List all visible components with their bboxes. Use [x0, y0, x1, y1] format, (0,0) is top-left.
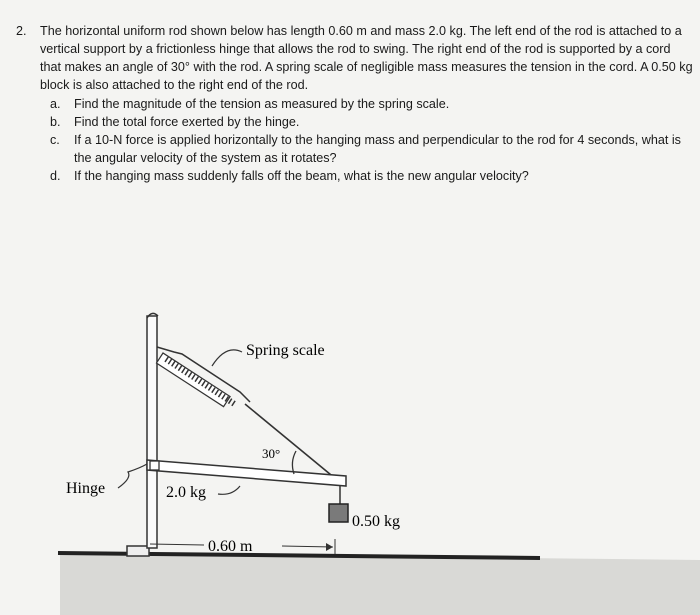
- angle-label: 30°: [262, 446, 281, 461]
- hinge-label: Hinge: [66, 480, 106, 497]
- block-mass-label: 0.50 kg: [352, 513, 400, 530]
- ground: [60, 553, 700, 615]
- rod: [147, 460, 346, 486]
- part-label: c.: [50, 133, 60, 147]
- part-label: d.: [50, 169, 61, 183]
- problem-statement: The horizontal uniform rod shown below has length 0.60 m and mass 2.0 kg. The left end of the rod is attached to a vertical support by a frictionless hinge that allows the rod to swing. The right end of the rod is supported by a cord that makes an angle of 30° with the rod. A spring scale of negligible mass measures the tension in the cord. A 0.50 kg block is also attached to the right end of the rod.: [40, 24, 693, 92]
- rod-mass-leader: [218, 486, 240, 494]
- length-arrowhead: [326, 543, 333, 551]
- hinge-label-leader: [118, 464, 147, 488]
- vertical-support: [147, 316, 157, 548]
- length-dimension-right: [282, 546, 333, 547]
- support-base: [127, 546, 149, 556]
- spring-scale-label: Spring scale: [246, 342, 325, 359]
- part-text: Find the magnitude of the tension as measured by the spring scale.: [74, 97, 450, 111]
- length-dimension-left: [150, 544, 204, 545]
- length-label: 0.60 m: [208, 538, 253, 555]
- angle-arc: [292, 451, 296, 474]
- part-text: If a 10-N force is applied horizontally to the hanging mass and perpendicular to the rod for 4 seconds, what is the angular velocity of the system as it rotates?: [74, 133, 681, 165]
- part-text: Find the total force exerted by the hinge.: [74, 115, 300, 129]
- part-label: b.: [50, 115, 61, 129]
- part-text: If the hanging mass suddenly falls off the beam, what is the new angular velocity?: [74, 169, 529, 183]
- part-label: a.: [50, 97, 61, 111]
- rod-mass-label: 2.0 kg: [166, 484, 206, 501]
- spring-label-leader: [212, 350, 242, 366]
- hinge-pin: [150, 461, 159, 470]
- hanging-block: [329, 504, 348, 522]
- problem-number: 2.: [16, 24, 27, 38]
